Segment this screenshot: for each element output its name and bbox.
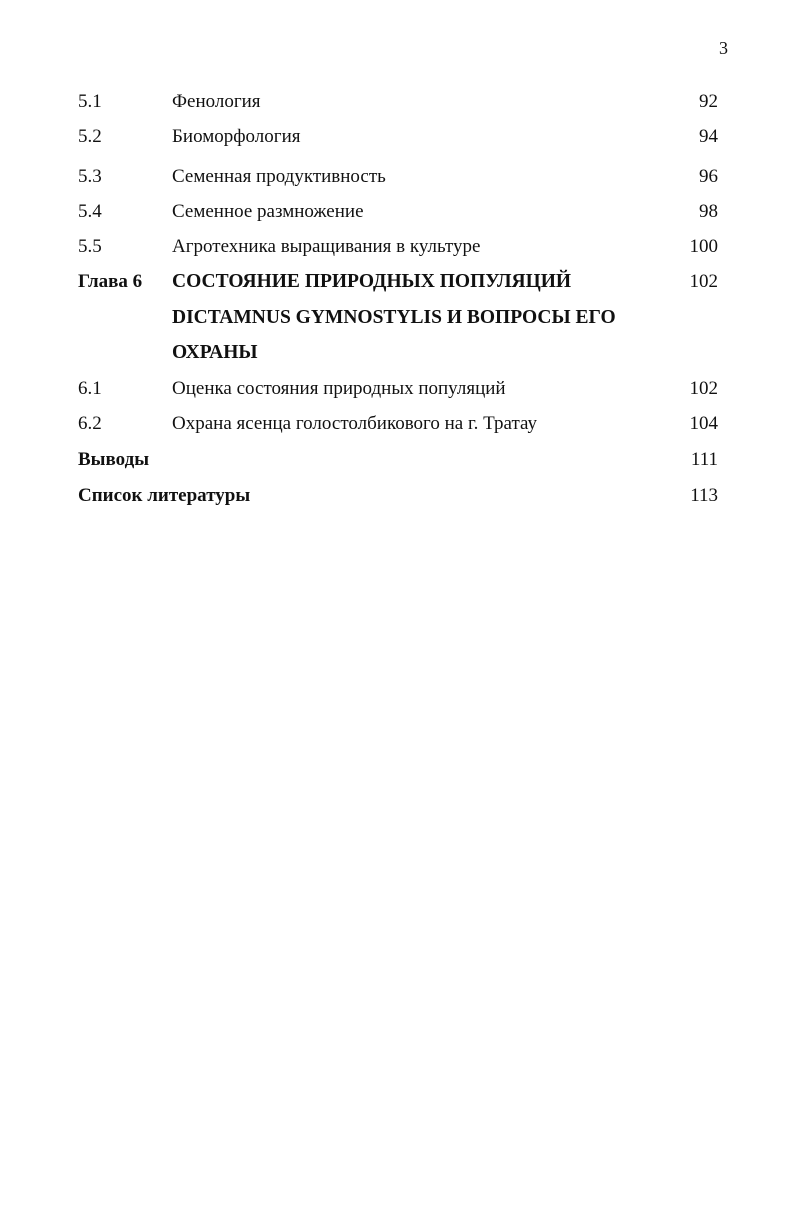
- toc-chapter-title-line: ОХРАНЫ: [172, 342, 258, 363]
- toc-chapter-label: Глава 6: [78, 271, 143, 292]
- toc-chapter-title-line: DICTAMNUS GYMNOSTYLIS И ВОПРОСЫ ЕГО: [172, 306, 616, 328]
- toc-section-title: Семенная продуктивность: [172, 166, 386, 187]
- page-number: 3: [719, 38, 728, 58]
- toc-section-number: 5.1: [78, 91, 102, 112]
- toc-chapter-title-line: СОСТОЯНИЕ ПРИРОДНЫХ ПОПУЛЯЦИЙ: [172, 271, 572, 292]
- toc-row-references: [78, 484, 718, 508]
- toc-row-5-2: [78, 125, 718, 149]
- toc-conclusions-title: Выводы: [78, 448, 150, 470]
- toc-row-conclusions: [78, 448, 718, 472]
- toc-page-number: 113: [690, 484, 718, 506]
- toc-section-title: Агротехника выращивания в культуре: [172, 236, 481, 257]
- toc-row-6-1: [78, 377, 718, 401]
- toc-row-6-2: [78, 412, 718, 436]
- toc-section-number: 5.3: [78, 166, 102, 187]
- toc-references-title: Список литературы: [78, 484, 251, 506]
- toc-section-title: Биоморфология: [172, 126, 301, 147]
- toc-section-title: Охрана ясенца голостолбикового на г. Тратау: [172, 412, 537, 434]
- toc-section-number: 6.2: [78, 412, 102, 434]
- toc-page-number: 102: [689, 271, 718, 292]
- toc-section-title: Фенология: [172, 91, 261, 112]
- toc-page-number: 104: [689, 412, 718, 434]
- toc-page-number: 111: [690, 448, 718, 470]
- toc-section-number: 5.5: [78, 236, 102, 257]
- toc-page-number: 92: [699, 91, 718, 112]
- toc-page-number: 102: [689, 377, 718, 399]
- toc-page-number: 100: [689, 236, 718, 257]
- toc-section-title: Семенное размножение: [172, 201, 364, 222]
- toc-section-number: 5.2: [78, 126, 102, 147]
- toc-row-chapter-6: [78, 270, 718, 371]
- toc-page-number: 96: [699, 166, 718, 187]
- toc-section-number: 5.4: [78, 201, 102, 222]
- toc-section-number: 6.1: [78, 377, 102, 399]
- toc-chapter-title: [172, 264, 658, 371]
- toc-section-title: Оценка состояния природных популяций: [172, 377, 506, 399]
- toc-row-5-1: [78, 90, 718, 114]
- toc-page-number: 98: [699, 201, 718, 222]
- toc-row-5-5: [78, 235, 718, 259]
- toc-page-number: 94: [699, 126, 718, 147]
- table-of-contents: [78, 90, 718, 508]
- toc-row-5-4: [78, 200, 718, 224]
- toc-row-5-3: [78, 165, 718, 189]
